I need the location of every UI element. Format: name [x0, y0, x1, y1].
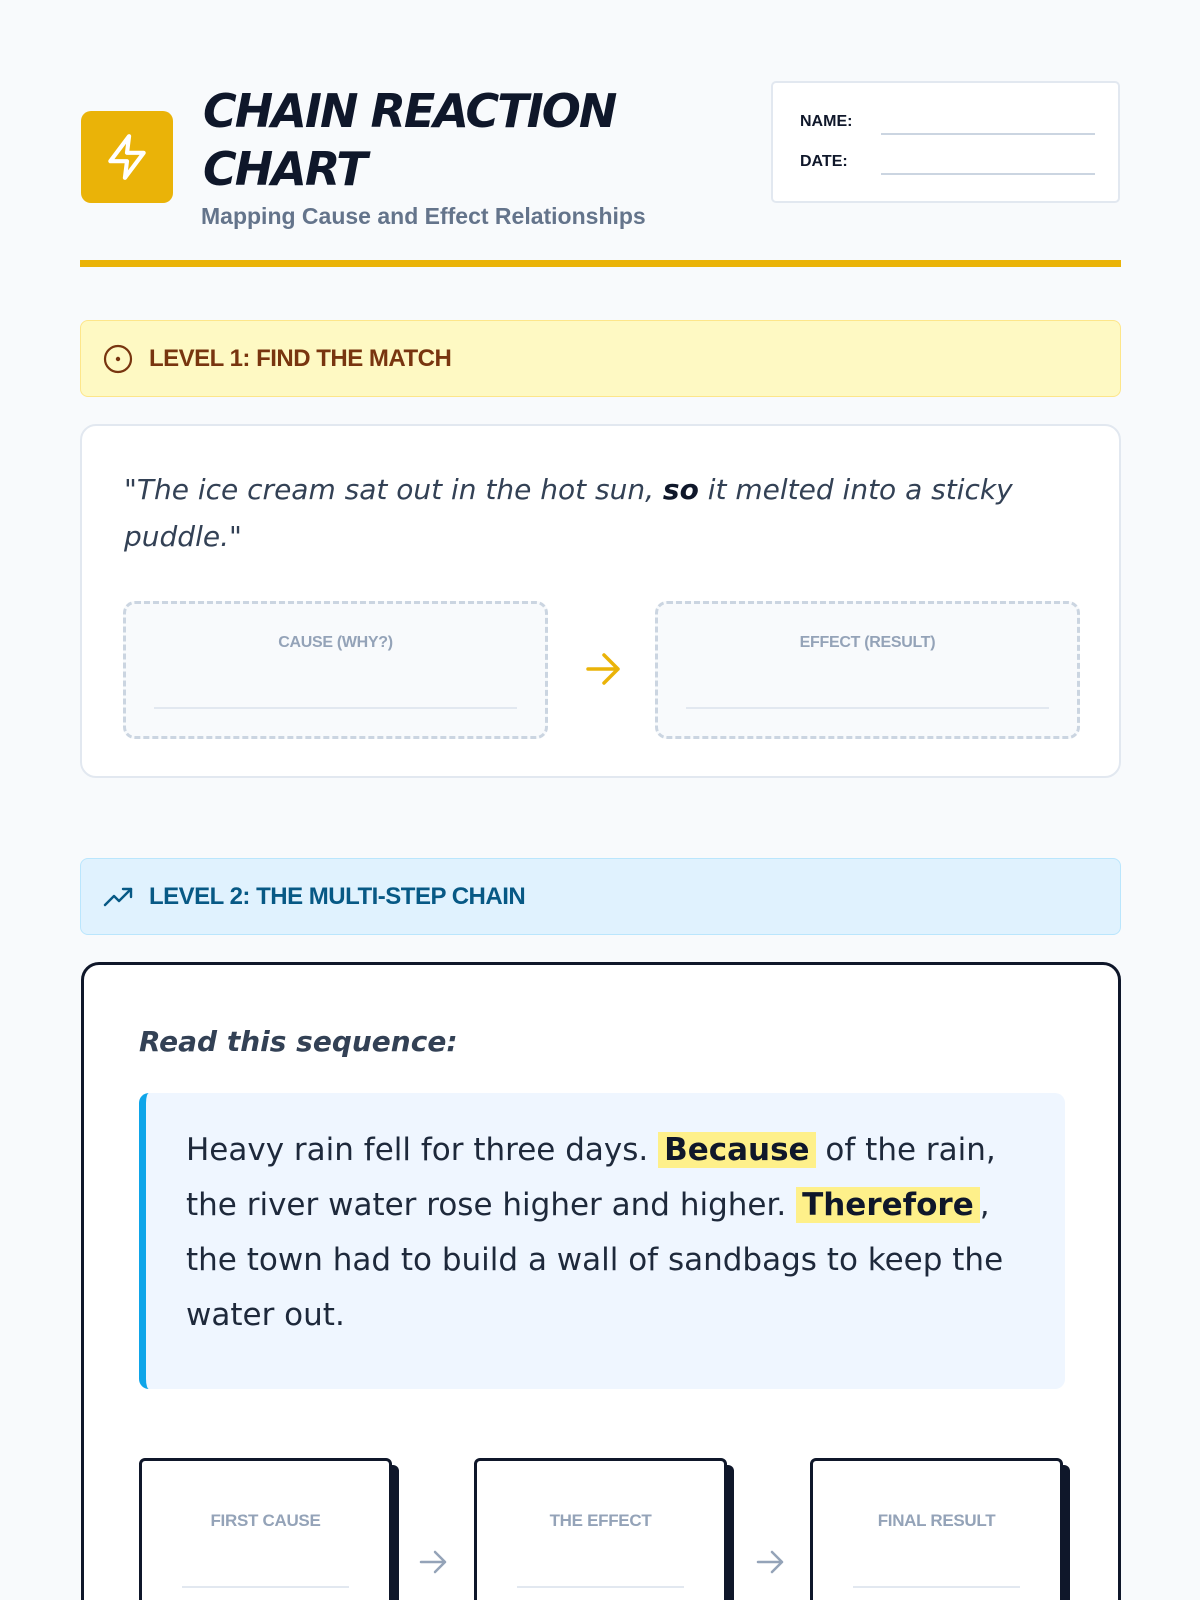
- arrow-right-icon: [417, 1545, 451, 1579]
- step-label: THE EFFECT: [549, 1511, 652, 1530]
- trending-up-icon: [102, 881, 134, 913]
- step-answer-line[interactable]: [853, 1586, 1020, 1588]
- title-line-1: CHAIN REACTION: [203, 84, 616, 138]
- sequence-passage: [139, 1093, 1065, 1389]
- effect-drop-box[interactable]: [655, 601, 1080, 739]
- date-label: DATE:: [800, 153, 848, 170]
- lightning-bolt-icon: [102, 132, 152, 182]
- step-box-final-result[interactable]: [810, 1458, 1063, 1600]
- target-icon: [102, 343, 134, 375]
- effect-label: EFFECT (RESULT): [799, 634, 936, 651]
- cause-label: CAUSE (WHY?): [278, 634, 393, 651]
- passage-part-2: of the rain, the river water rose higher and higher.: [186, 1132, 996, 1223]
- step-label: FINAL RESULT: [877, 1511, 996, 1530]
- cause-answer-line[interactable]: [154, 707, 517, 709]
- quote-text-end: it melted into a sticky puddle.": [124, 473, 1013, 553]
- step-box-first-cause[interactable]: [139, 1458, 392, 1600]
- level2-banner: [80, 858, 1121, 935]
- logo-badge: [81, 111, 173, 203]
- quote-keyword: so: [662, 473, 699, 506]
- step-answer-line[interactable]: [182, 1586, 349, 1588]
- level2-card: [81, 962, 1121, 1600]
- cause-drop-box[interactable]: [123, 601, 548, 739]
- name-label: NAME:: [800, 113, 853, 130]
- name-date-box: [771, 81, 1120, 203]
- level1-banner: [80, 320, 1121, 397]
- keyword-because: Because: [658, 1132, 816, 1168]
- arrow-right-icon: [754, 1545, 788, 1579]
- step-box-the-effect[interactable]: [474, 1458, 727, 1600]
- title-line-2: CHART: [203, 142, 366, 196]
- level1-quote: [124, 466, 1054, 560]
- level1-card: [80, 424, 1121, 778]
- step-label: FIRST CAUSE: [210, 1511, 321, 1530]
- header-divider: [80, 260, 1121, 267]
- name-field[interactable]: [881, 133, 1095, 135]
- level2-heading: LEVEL 2: THE MULTI-STEP CHAIN: [149, 883, 526, 910]
- effect-answer-line[interactable]: [686, 707, 1049, 709]
- page-title: [203, 82, 723, 198]
- page-subtitle: Mapping Cause and Effect Relationships: [201, 203, 646, 229]
- passage-part-3: , the town had to build a wall of sandbags to keep the water out.: [186, 1187, 1004, 1333]
- date-field[interactable]: [881, 173, 1095, 175]
- level1-heading: LEVEL 1: FIND THE MATCH: [149, 345, 452, 372]
- passage-text: [186, 1123, 1046, 1343]
- step-answer-line[interactable]: [517, 1586, 684, 1588]
- arrow-right-icon: [582, 647, 626, 691]
- instruction-label: Read this sequence:: [139, 1025, 458, 1058]
- passage-part-1: Heavy rain fell for three days.: [186, 1132, 659, 1168]
- quote-text-start: "The ice cream sat out in the hot sun,: [124, 473, 663, 506]
- keyword-therefore: Therefore: [796, 1187, 980, 1223]
